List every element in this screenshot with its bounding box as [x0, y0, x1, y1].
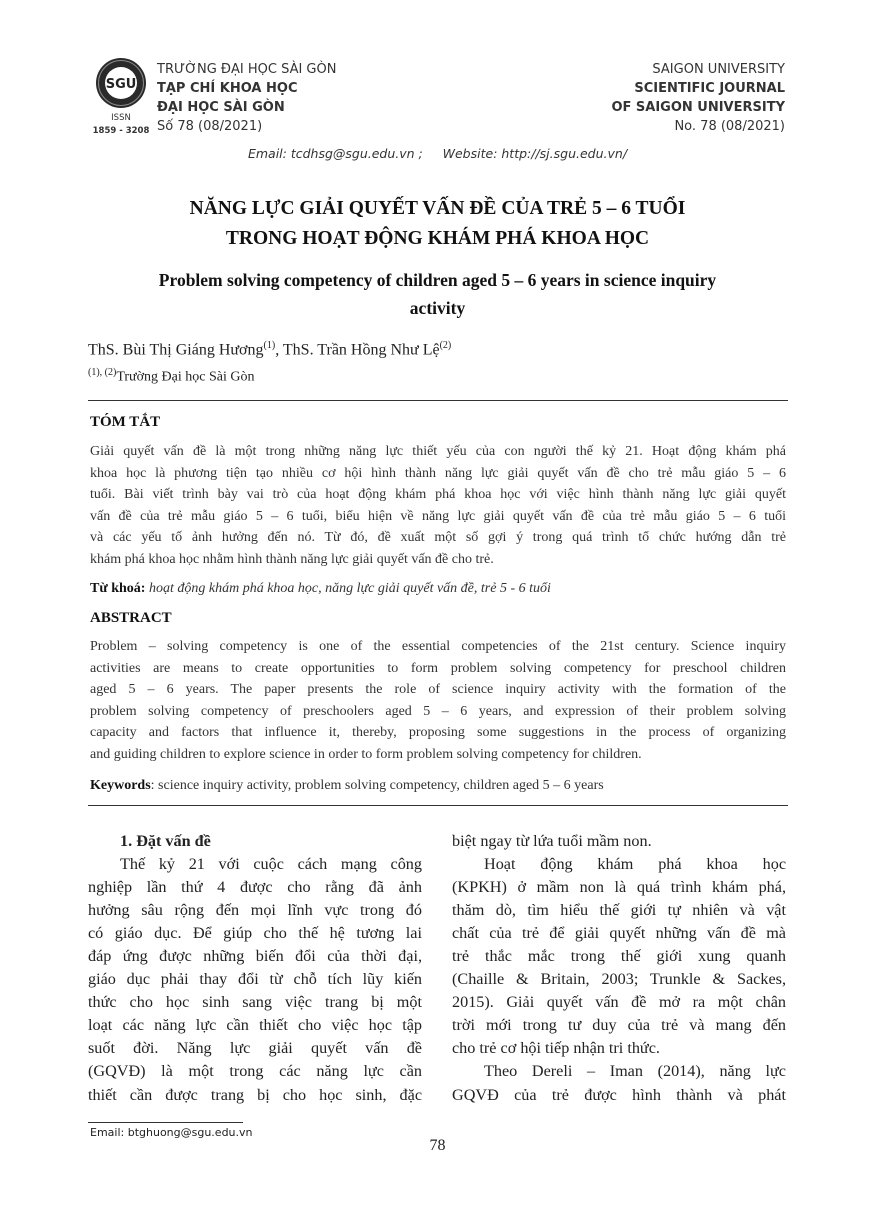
issn-number: 1859 - 3208 [92, 126, 150, 136]
body-line: thăm dò, tìm hiểu thế giới tự nhiên và vật [452, 901, 786, 920]
abstract-vi-line: khoa học là phương tiện tạo nhiều cơ hội hình thành năng lực giải quyết vấn đề cho trẻ mẫu giáo 5 – 6 [90, 465, 786, 481]
body-line: thiết cần được trang bị cho học sinh, đặc [88, 1085, 422, 1104]
divider-top [88, 400, 788, 401]
logo-text: SGU [105, 77, 137, 92]
body-line: có giáo dục. Để giúp cho thế hệ tương lai [88, 924, 422, 943]
body-line: cho trẻ cơ hội tiếp nhận tri thức. [452, 1039, 660, 1058]
author-1: ThS. Bùi Thị Giáng Hương [88, 341, 264, 359]
abstract-en-line: and guiding children to explore science in order to form problem solving competency for children. [90, 746, 642, 762]
affiliation-name: Trường Đại học Sài Gòn [116, 369, 255, 385]
body-line: chất của trẻ để giải quyết những vấn đề mà [452, 924, 786, 943]
body-line: hưởng sâu rộng đến mọi lĩnh vực trong đó [88, 901, 422, 920]
title-vi-line-2: TRONG HOẠT ĐỘNG KHÁM PHÁ KHOA HỌC [225, 228, 650, 249]
author-1-sup: (1) [263, 340, 276, 351]
footnote-email: Email: btghuong@sgu.edu.vn [90, 1126, 253, 1139]
header-left-issue: Số 78 (08/2021) [157, 119, 263, 134]
section-heading: 1. Đặt vấn đề [120, 832, 211, 850]
body-left-column [88, 830, 422, 1107]
abstract-vi-line: tuổi. Bài viết trình bày vai trò của hoạt động khám phá khoa học với việc hình thành năng lực giải quyết [90, 487, 786, 503]
issn-label: ISSN [111, 113, 131, 123]
abstract-en-text [90, 636, 786, 766]
abstract-en-line: activities are means to create opportunities to form problem solving competency for preschool children [90, 660, 786, 676]
sgu-logo [88, 56, 154, 138]
header-left-journal: TẠP CHÍ KHOA HỌC [157, 81, 298, 96]
contact-line: Email: tcdhsg@sgu.edu.vn ; Website: http://sj.sgu.edu.vn/ [247, 146, 628, 161]
abstract-en-line: Problem – solving competency is one of the essential competencies of the 21st century. Science inquiry [90, 639, 786, 654]
abstract-en-line: capacity and factors that influence it, thereby, proposing some suggestions in the process of organizing [90, 725, 786, 741]
body-line: Theo Dereli – Iman (2014), năng lực [484, 1062, 786, 1081]
body-line: (Chaille & Britain, 2003; Trunkle & Sackes, [452, 970, 786, 989]
keywords-en-label: Keywords [90, 778, 151, 793]
body-line: 2015). Giải quyết vấn đề mở ra một chân [452, 993, 786, 1012]
keywords-en [90, 776, 786, 796]
body-line: Hoạt động khám phá khoa học [484, 855, 786, 874]
body-line: thức cho học sinh sang việc trang bị một [88, 993, 422, 1012]
body-right-column [452, 830, 786, 1107]
abstract-vi-heading: TÓM TẮT [90, 414, 161, 430]
footnote-rule [88, 1122, 243, 1123]
page-number: 78 [429, 1137, 446, 1154]
body-line: biệt ngay từ lứa tuổi mầm non. [452, 832, 652, 850]
keywords-vi-label: Từ khoá: [90, 581, 146, 596]
body-line: GQVĐ của trẻ được hình thành và phát [452, 1085, 786, 1104]
abstract-en-line: aged 5 – 6 years. The paper presents the role of science inquiry activity with the formation of the [90, 682, 786, 698]
author-2: ThS. Trần Hồng Như Lệ [282, 341, 440, 359]
header-left-journal-2: ĐẠI HỌC SÀI GÒN [157, 100, 285, 115]
abstract-vi-line: Giải quyết vấn đề là một trong những năng lực thiết yếu của con người thế kỷ 21. Hoạt động khám phá [90, 444, 786, 459]
body-line: trời mới trong tư duy của trẻ và mang đến [452, 1016, 786, 1035]
affiliation [88, 367, 254, 386]
author-2-sup: (2) [439, 340, 452, 351]
body-line: đáp ứng được những biến đổi của thời đại, [88, 947, 422, 966]
header-left [157, 60, 336, 136]
affiliation-sup: (1), (2) [88, 367, 117, 378]
title-en-line-2: activity [409, 298, 466, 318]
abstract-vi-line: vấn đề của trẻ mẫu giáo 5 – 6 tuổi, biểu hiện về năng lực giải quyết vấn đề của trẻ mẫu giáo 5 – 6 tuổi [90, 508, 786, 524]
keywords-vi-text: hoạt động khám phá khoa học, năng lực giải quyết vấn đề, trẻ 5 - 6 tuổi [145, 581, 551, 596]
title-english [90, 266, 785, 322]
abstract-vi-line: và các yếu tố ảnh hưởng đến nó. Từ đó, đề xuất một số gợi ý trong quá trình tổ chức hướng dẫn trẻ [90, 530, 786, 546]
abstract-en-heading: ABSTRACT [90, 610, 172, 626]
body-line: (KPKH) ở mầm non là quá trình khám phá, [452, 878, 786, 897]
keywords-en-text: : science inquiry activity, problem solving competency, children aged 5 – 6 years [150, 778, 604, 793]
abstract-vi-text [90, 441, 786, 571]
header-right-issue: No. 78 (08/2021) [674, 119, 785, 134]
divider-bottom [88, 805, 788, 806]
body-line: (GQVĐ) là một trong các năng lực cần [88, 1062, 422, 1081]
title-en-line-1: Problem solving competency of children aged 5 – 6 years in science inquiry [158, 270, 717, 290]
header-right [611, 60, 785, 136]
keywords-vi [90, 579, 786, 599]
header-right-journal-2: OF SAIGON UNIVERSITY [611, 100, 785, 115]
header-right-journal: SCIENTIFIC JOURNAL [634, 81, 785, 96]
body-line: loạt các năng lực cần thiết cho việc học tập [88, 1016, 422, 1035]
title-vietnamese [60, 194, 815, 254]
header-left-university: TRƯỜNG ĐẠI HỌC SÀI GÒN [157, 62, 337, 77]
author-list [88, 340, 451, 359]
abstract-vi-line: khám phá khoa học nhằm hình thành năng lực giải quyết vấn đề cho trẻ. [90, 551, 494, 567]
header-right-university: SAIGON UNIVERSITY [652, 62, 785, 77]
title-vi-line-1: NĂNG LỰC GIẢI QUYẾT VẤN ĐỀ CỦA TRẺ 5 – 6 TUỔI [189, 198, 686, 219]
abstract-en-line: problem solving competency of preschoolers aged 5 – 6 years, and expression of their problem solving [90, 703, 786, 719]
author-separator: , [275, 341, 283, 359]
body-line: suốt đời. Năng lực giải quyết vấn đề [88, 1039, 422, 1058]
body-line: trẻ thắc mắc trong thế giới xung quanh [452, 947, 786, 966]
body-line: nghiệp lần thứ 4 được cho rằng đã ảnh [88, 878, 422, 897]
body-line: giáo dục phải thay đổi từ chỗ tích lũy kiến [88, 970, 422, 989]
body-line: Thế kỷ 21 với cuộc cách mạng công [120, 855, 422, 874]
